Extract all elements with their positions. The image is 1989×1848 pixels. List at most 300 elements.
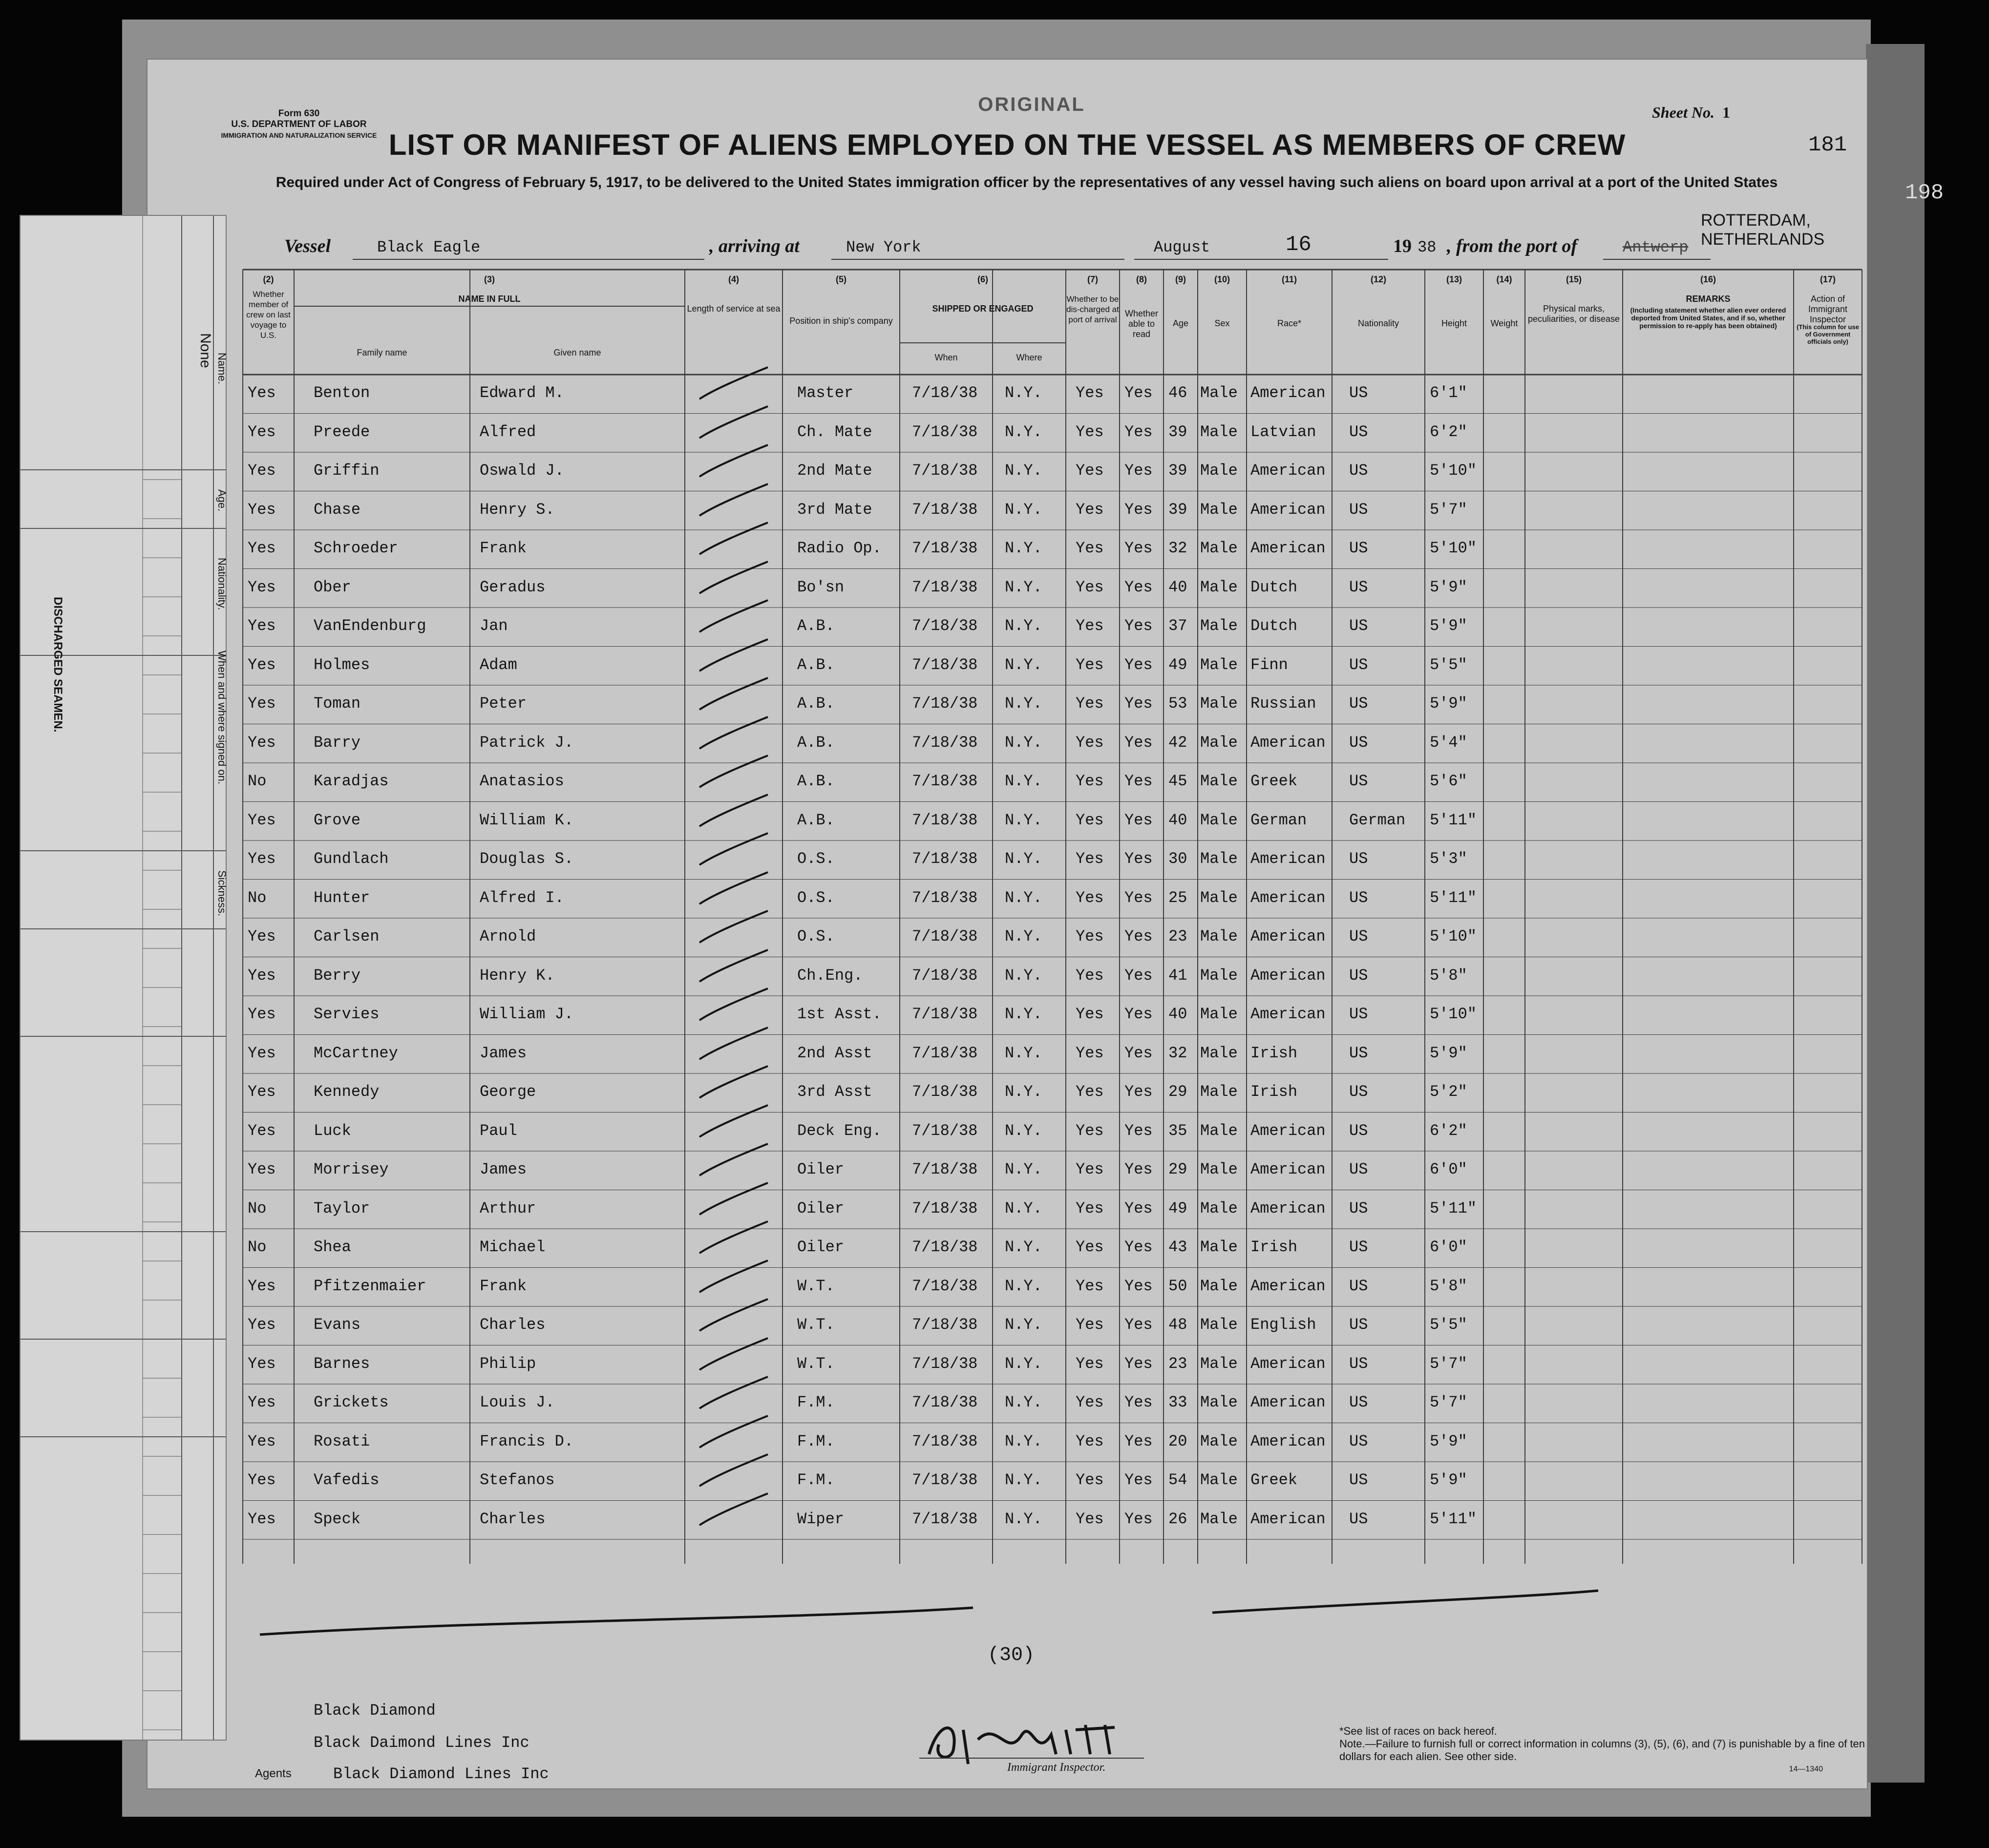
crew-where: N.Y.: [1005, 850, 1042, 868]
service-tick-mark: [690, 1374, 787, 1413]
crew-when: 7/18/38: [912, 1510, 978, 1528]
crew-age: 39: [1168, 500, 1187, 519]
crew-read: Yes: [1124, 500, 1153, 519]
crew-sex: Male: [1200, 655, 1238, 674]
crew-age: 49: [1168, 1199, 1187, 1218]
col-when-head: When: [934, 353, 958, 362]
crew-discharged: Yes: [1076, 1083, 1104, 1101]
crew-family: Carlsen: [314, 927, 380, 945]
crew-family: Taylor: [314, 1199, 370, 1218]
crew-nationality: US: [1349, 927, 1368, 945]
column-number: (13): [1446, 274, 1462, 284]
crew-race: American: [1250, 500, 1326, 519]
crew-given: Louis J.: [480, 1393, 555, 1411]
strip-signed-label: When and where signed on.: [216, 651, 228, 784]
crew-nationality: US: [1349, 1005, 1368, 1023]
crew-given: Arthur: [480, 1199, 536, 1218]
crew-race: American: [1250, 966, 1326, 985]
crew-member: Yes: [248, 1316, 276, 1334]
crew-given: Francis D.: [480, 1432, 574, 1450]
service-tick-mark: [690, 908, 787, 947]
crew-age: 32: [1168, 1044, 1187, 1062]
crew-nationality: US: [1349, 966, 1368, 985]
crew-discharged: Yes: [1076, 1277, 1104, 1295]
crew-discharged: Yes: [1076, 1238, 1104, 1256]
crew-discharged: Yes: [1076, 462, 1104, 480]
service-tick-mark: [690, 598, 787, 637]
crew-race: Finn: [1250, 655, 1288, 674]
crew-read: Yes: [1124, 1316, 1153, 1334]
service-tick-mark: [690, 1219, 787, 1258]
crew-race: Russian: [1250, 694, 1316, 713]
crew-race: American: [1250, 927, 1326, 945]
crew-where: N.Y.: [1005, 1354, 1042, 1373]
crew-height: 5'8": [1430, 966, 1467, 985]
crew-height: 6'2": [1430, 422, 1467, 441]
service-tick-mark: [690, 1258, 787, 1297]
crew-nationality: German: [1349, 811, 1406, 829]
service-tick-mark: [690, 442, 787, 482]
crew-position: Oiler: [797, 1160, 845, 1178]
crew-position: Radio Op.: [797, 539, 882, 557]
crew-sex: Male: [1200, 1121, 1238, 1140]
crew-when: 7/18/38: [912, 500, 978, 519]
crew-height: 6'1": [1430, 384, 1467, 402]
column-number: (8): [1136, 274, 1147, 284]
service-tick-mark: [690, 831, 787, 870]
crew-discharged: Yes: [1076, 578, 1104, 596]
crew-where: N.Y.: [1005, 539, 1042, 557]
crew-position: W.T.: [797, 1277, 835, 1295]
crew-where: N.Y.: [1005, 1316, 1042, 1334]
crew-age: 42: [1168, 733, 1187, 752]
col-height-head: Height: [1441, 318, 1467, 328]
crew-discharged: Yes: [1076, 500, 1104, 519]
service-tick-mark: [690, 637, 787, 676]
crew-discharged: Yes: [1076, 1510, 1104, 1528]
crew-when: 7/18/38: [912, 966, 978, 985]
col-remarks-note: (Including statement whether alien ever ordered deported from United States, and if so, whether permission to re-apply has been obtained): [1630, 306, 1786, 330]
crew-given: James: [480, 1160, 527, 1178]
crew-member: Yes: [248, 539, 276, 557]
crew-discharged: Yes: [1076, 1044, 1104, 1062]
crew-where: N.Y.: [1005, 1083, 1042, 1101]
crew-nationality: US: [1349, 578, 1368, 596]
col-nationality-head: Nationality: [1357, 318, 1399, 328]
crew-member: No: [248, 772, 267, 790]
crew-read: Yes: [1124, 578, 1153, 596]
crew-position: Oiler: [797, 1199, 845, 1218]
col-length-head: Length of service at sea: [687, 304, 781, 314]
column-number: (7): [1087, 274, 1098, 284]
crew-when: 7/18/38: [912, 1316, 978, 1334]
crew-height: 5'9": [1430, 1471, 1467, 1489]
crew-total: (30): [988, 1644, 1035, 1666]
crew-age: 45: [1168, 772, 1187, 790]
crew-age: 40: [1168, 1005, 1187, 1023]
crew-given: Jan: [480, 617, 508, 635]
crew-age: 30: [1168, 850, 1187, 868]
crew-height: 6'2": [1430, 1121, 1467, 1140]
crew-where: N.Y.: [1005, 655, 1042, 674]
crew-discharged: Yes: [1076, 1160, 1104, 1178]
crew-read: Yes: [1124, 384, 1153, 402]
arriving-label: , arriving at: [709, 236, 800, 256]
crew-nationality: US: [1349, 694, 1368, 713]
col-given-head: Given name: [553, 348, 601, 357]
service-tick-mark: [690, 753, 787, 792]
crew-where: N.Y.: [1005, 694, 1042, 713]
crew-age: 41: [1168, 966, 1187, 985]
crew-height: 6'0": [1430, 1160, 1467, 1178]
crew-race: Greek: [1250, 772, 1298, 790]
crew-height: 5'10": [1430, 539, 1477, 557]
service-tick-mark: [690, 792, 787, 831]
from-label: , from the port of: [1447, 236, 1578, 256]
crew-discharged: Yes: [1076, 384, 1104, 402]
service-tick-mark: [690, 482, 787, 521]
crew-family: Barry: [314, 733, 361, 752]
service-tick-mark: [690, 559, 787, 598]
crew-read: Yes: [1124, 1432, 1153, 1450]
crew-given: Philip: [480, 1354, 536, 1373]
col-where-head: Where: [1016, 353, 1042, 362]
crew-read: Yes: [1124, 1393, 1153, 1411]
service-tick-mark: [690, 986, 787, 1025]
service-tick-mark: [690, 1336, 787, 1375]
crew-position: F.M.: [797, 1471, 835, 1489]
origin-port: ROTTERDAM, NETHERLANDS: [1701, 211, 1825, 249]
crew-position: Wiper: [797, 1510, 845, 1528]
crew-sex: Male: [1200, 1354, 1238, 1373]
crew-where: N.Y.: [1005, 462, 1042, 480]
crew-family: Grove: [314, 811, 361, 829]
crew-nationality: US: [1349, 1471, 1368, 1489]
crew-discharged: Yes: [1076, 1432, 1104, 1450]
crew-sex: Male: [1200, 1083, 1238, 1101]
port-struck: Antwerp: [1623, 238, 1689, 256]
crew-race: American: [1250, 1432, 1326, 1450]
crew-sex: Male: [1200, 539, 1238, 557]
crew-age: 46: [1168, 384, 1187, 402]
crew-discharged: Yes: [1076, 1121, 1104, 1140]
crew-age: 39: [1168, 422, 1187, 441]
service-tick-mark: [690, 1064, 787, 1103]
crew-race: Irish: [1250, 1083, 1298, 1101]
crew-given: Alfred I.: [480, 888, 564, 907]
crew-sex: Male: [1200, 1432, 1238, 1450]
crew-where: N.Y.: [1005, 1160, 1042, 1178]
crew-position: Bo'sn: [797, 578, 845, 596]
crew-race: German: [1250, 811, 1307, 829]
crew-sex: Male: [1200, 772, 1238, 790]
crew-position: A.B.: [797, 655, 835, 674]
crew-nationality: US: [1349, 1121, 1368, 1140]
crew-given: William J.: [480, 1005, 574, 1023]
crew-read: Yes: [1124, 966, 1153, 985]
crew-height: 5'11": [1430, 888, 1477, 907]
crew-nationality: US: [1349, 1432, 1368, 1450]
strip-title: DISCHARGED SEAMEN.: [51, 597, 64, 733]
crew-sex: Male: [1200, 850, 1238, 868]
column-number: (5): [836, 274, 846, 284]
crew-race: Dutch: [1250, 617, 1298, 635]
crew-nationality: US: [1349, 500, 1368, 519]
crew-family: Gundlach: [314, 850, 389, 868]
crew-age: 35: [1168, 1121, 1187, 1140]
crew-sex: Male: [1200, 1277, 1238, 1295]
crew-height: 5'6": [1430, 772, 1467, 790]
crew-member: Yes: [248, 1121, 276, 1140]
crew-race: American: [1250, 384, 1326, 402]
crew-read: Yes: [1124, 1160, 1153, 1178]
crew-height: 5'3": [1430, 850, 1467, 868]
col-read-head: Whether able to read: [1124, 309, 1159, 339]
crew-race: American: [1250, 1277, 1326, 1295]
col-action-head: Action of Immigrant Inspector: [1808, 294, 1847, 324]
crew-when: 7/18/38: [912, 1044, 978, 1062]
crew-family: Benton: [314, 384, 370, 402]
crew-height: 5'9": [1430, 617, 1467, 635]
crew-member: Yes: [248, 694, 276, 713]
crew-family: Luck: [314, 1121, 351, 1140]
crew-height: 5'10": [1430, 927, 1477, 945]
discharged-seamen-strip: [20, 215, 227, 1741]
service-tick-mark: [690, 365, 787, 404]
strip-sickness-label: Sickness.: [216, 870, 228, 917]
crew-height: 5'7": [1430, 1354, 1467, 1373]
crew-sex: Male: [1200, 694, 1238, 713]
crew-sex: Male: [1200, 1044, 1238, 1062]
crew-member: Yes: [248, 462, 276, 480]
crew-race: Dutch: [1250, 578, 1298, 596]
crew-when: 7/18/38: [912, 1083, 978, 1101]
crew-read: Yes: [1124, 1199, 1153, 1218]
crew-where: N.Y.: [1005, 811, 1042, 829]
crew-age: 40: [1168, 578, 1187, 596]
crew-age: 48: [1168, 1316, 1187, 1334]
crew-position: 2nd Mate: [797, 462, 872, 480]
crew-family: Holmes: [314, 655, 370, 674]
crew-read: Yes: [1124, 772, 1153, 790]
strip-age-label: Age.: [216, 489, 228, 512]
crew-sex: Male: [1200, 888, 1238, 907]
penalty-note: Note.—Failure to furnish full or correct information in columns (3), (5), (6), and (7) is punishable by a fine of ten dollars for each alien. See other side.: [1339, 1738, 1865, 1763]
inspector-signature: [910, 1701, 1164, 1769]
crew-family: Evans: [314, 1316, 361, 1334]
strip-name-label: Name.: [216, 353, 228, 384]
crew-height: 5'7": [1430, 1393, 1467, 1411]
crew-age: 25: [1168, 888, 1187, 907]
crew-read: Yes: [1124, 811, 1153, 829]
crew-family: McCartney: [314, 1044, 398, 1062]
crew-given: Paul: [480, 1121, 517, 1140]
crew-when: 7/18/38: [912, 655, 978, 674]
crew-when: 7/18/38: [912, 811, 978, 829]
service-tick-mark: [690, 714, 787, 754]
col-shipped-head: SHIPPED OR ENGAGED: [932, 304, 1034, 314]
crew-race: Irish: [1250, 1238, 1298, 1256]
crew-height: 5'5": [1430, 1316, 1467, 1334]
crew-where: N.Y.: [1005, 1199, 1042, 1218]
crew-race: English: [1250, 1316, 1316, 1334]
crew-where: N.Y.: [1005, 966, 1042, 985]
crew-family: Schroeder: [314, 539, 398, 557]
arriving-port: New York: [846, 238, 921, 256]
crew-when: 7/18/38: [912, 1160, 978, 1178]
crew-sex: Male: [1200, 927, 1238, 945]
crew-position: 3rd Mate: [797, 500, 872, 519]
crew-race: American: [1250, 1354, 1326, 1373]
crew-where: N.Y.: [1005, 500, 1042, 519]
crew-member: Yes: [248, 655, 276, 674]
crew-height: 5'8": [1430, 1277, 1467, 1295]
crew-discharged: Yes: [1076, 422, 1104, 441]
crew-member: Yes: [248, 578, 276, 596]
col-family-head: Family name: [357, 348, 407, 357]
crew-where: N.Y.: [1005, 888, 1042, 907]
crew-sex: Male: [1200, 1393, 1238, 1411]
crew-when: 7/18/38: [912, 1277, 978, 1295]
crew-read: Yes: [1124, 617, 1153, 635]
inspector-label: Immigrant Inspector.: [1007, 1761, 1106, 1774]
crew-family: VanEndenburg: [314, 617, 426, 635]
crew-where: N.Y.: [1005, 1471, 1042, 1489]
crew-sex: Male: [1200, 1005, 1238, 1023]
crew-when: 7/18/38: [912, 850, 978, 868]
crew-read: Yes: [1124, 1044, 1153, 1062]
crew-discharged: Yes: [1076, 850, 1104, 868]
crew-read: Yes: [1124, 655, 1153, 674]
crew-family: Grickets: [314, 1393, 389, 1411]
crew-member: Yes: [248, 850, 276, 868]
manifest-title: LIST OR MANIFEST OF ALIENS EMPLOYED ON THE VESSEL AS MEMBERS OF CREW: [388, 128, 1626, 161]
crew-position: Oiler: [797, 1238, 845, 1256]
crew-member: Yes: [248, 500, 276, 519]
col-weight-head: Weight: [1490, 318, 1518, 328]
crew-nationality: US: [1349, 539, 1368, 557]
crew-race: Greek: [1250, 1471, 1298, 1489]
crew-read: Yes: [1124, 1005, 1153, 1023]
service-tick-mark: [690, 1180, 787, 1219]
column-number: (14): [1496, 274, 1512, 284]
column-number: (4): [728, 274, 739, 284]
column-number: (9): [1175, 274, 1186, 284]
crew-race: American: [1250, 733, 1326, 752]
page-number: 181: [1808, 133, 1847, 157]
crew-read: Yes: [1124, 462, 1153, 480]
crew-member: Yes: [248, 1083, 276, 1101]
crew-given: Charles: [480, 1510, 546, 1528]
crew-family: Servies: [314, 1005, 380, 1023]
crew-position: Ch. Mate: [797, 422, 872, 441]
crew-given: Alfred: [480, 422, 536, 441]
crew-member: Yes: [248, 1277, 276, 1295]
crew-given: Douglas S.: [480, 850, 574, 868]
crew-race: American: [1250, 888, 1326, 907]
column-number: (11): [1281, 274, 1297, 284]
crew-race: American: [1250, 1005, 1326, 1023]
crew-given: Charles: [480, 1316, 546, 1334]
crew-height: 5'5": [1430, 655, 1467, 674]
crew-height: 5'10": [1430, 1005, 1477, 1023]
col-sex-head: Sex: [1214, 318, 1230, 328]
crew-nationality: US: [1349, 1238, 1368, 1256]
year-prefix: 19: [1393, 236, 1412, 256]
crew-age: 20: [1168, 1432, 1187, 1450]
crew-member: No: [248, 1199, 267, 1218]
crew-when: 7/18/38: [912, 1238, 978, 1256]
crew-given: Adam: [480, 655, 517, 674]
strip-grid: [21, 216, 226, 1740]
crew-when: 7/18/38: [912, 422, 978, 441]
crew-nationality: US: [1349, 1044, 1368, 1062]
column-number: (10): [1214, 274, 1230, 284]
crew-height: 5'11": [1430, 811, 1477, 829]
crew-where: N.Y.: [1005, 422, 1042, 441]
crew-sex: Male: [1200, 811, 1238, 829]
crew-discharged: Yes: [1076, 927, 1104, 945]
crew-position: F.M.: [797, 1432, 835, 1450]
form-number: Form 630: [278, 108, 320, 119]
crew-height: 5'9": [1430, 1044, 1467, 1062]
crew-race: American: [1250, 1121, 1326, 1140]
form-code: 14—1340: [1789, 1765, 1823, 1773]
crew-discharged: Yes: [1076, 888, 1104, 907]
crew-family: Ober: [314, 578, 351, 596]
crew-member: Yes: [248, 1160, 276, 1178]
crew-sex: Male: [1200, 733, 1238, 752]
crew-discharged: Yes: [1076, 539, 1104, 557]
column-number: (16): [1700, 274, 1716, 284]
crew-read: Yes: [1124, 1121, 1153, 1140]
crew-position: A.B.: [797, 811, 835, 829]
strip-nationality-label: Nationality.: [216, 558, 228, 610]
crew-member: Yes: [248, 1005, 276, 1023]
arrival-day: 16: [1286, 232, 1312, 257]
crew-member: Yes: [248, 927, 276, 945]
service-tick-mark: [690, 1025, 787, 1064]
crew-position: O.S.: [797, 927, 835, 945]
col-position-head: Position in ship's company: [789, 316, 893, 326]
crew-sex: Male: [1200, 1160, 1238, 1178]
crew-given: Frank: [480, 1277, 527, 1295]
crew-sex: Male: [1200, 384, 1238, 402]
crew-member: No: [248, 1238, 267, 1256]
crew-race: American: [1250, 1199, 1326, 1218]
crew-position: 2nd Asst: [797, 1044, 872, 1062]
column-number: (12): [1370, 274, 1386, 284]
crew-where: N.Y.: [1005, 1510, 1042, 1528]
service-tick-mark: [690, 947, 787, 987]
crew-family: Barnes: [314, 1354, 370, 1373]
crew-race: Latvian: [1250, 422, 1316, 441]
crew-age: 23: [1168, 1354, 1187, 1373]
crew-discharged: Yes: [1076, 1005, 1104, 1023]
service-tick-mark: [690, 1413, 787, 1452]
crew-when: 7/18/38: [912, 694, 978, 713]
column-number: (3): [484, 274, 495, 284]
crew-when: 7/18/38: [912, 1393, 978, 1411]
strip-none: None: [197, 333, 213, 368]
crew-race: American: [1250, 1160, 1326, 1178]
crew-given: William K.: [480, 811, 574, 829]
crew-sex: Male: [1200, 462, 1238, 480]
crew-when: 7/18/38: [912, 1471, 978, 1489]
crew-age: 53: [1168, 694, 1187, 713]
crew-given: Anatasios: [480, 772, 564, 790]
crew-where: N.Y.: [1005, 1121, 1042, 1140]
